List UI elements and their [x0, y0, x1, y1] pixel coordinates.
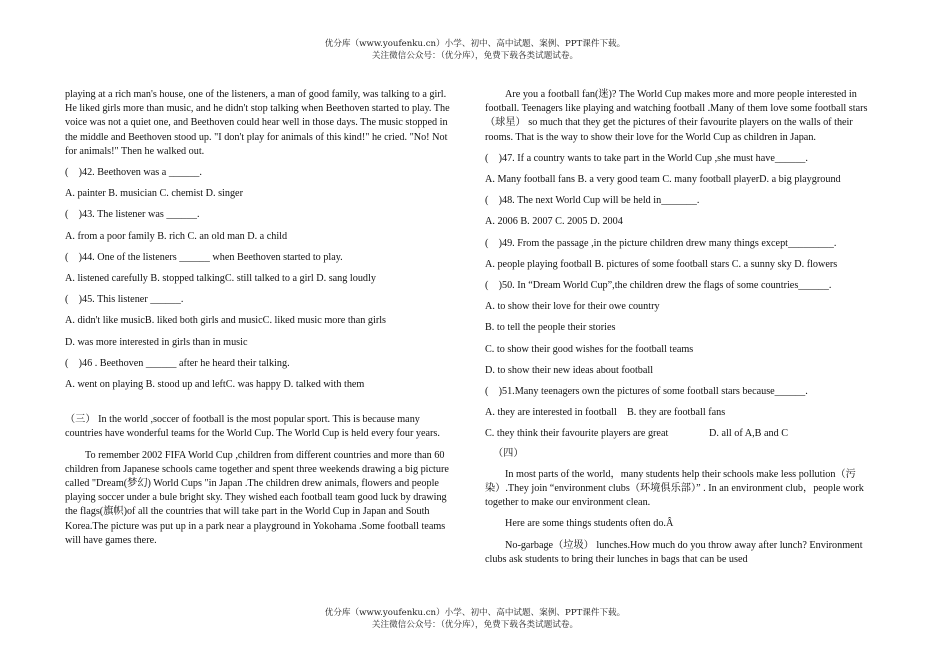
question-48: ( )48. The next World Cup will be held in_______.: [485, 195, 700, 207]
section-4-paragraph-1: In most parts of the world，many students help their schools make less pollution（污染）.They join “environment clubs（环境俱乐部）” . In an environment club，people work together to make our environment clean.: [485, 468, 864, 509]
page-header: [0, 38, 950, 62]
right-column: [485, 88, 880, 567]
question-49: ( )49. From the passage ,in the picture children drew many things except_________.: [485, 237, 837, 249]
page-footer: [0, 607, 950, 631]
question-48-options: A. 2006 B. 2007 C. 2005 D. 2004: [485, 216, 623, 228]
question-50-option-d: D. to show their new ideas about football: [485, 364, 654, 376]
left-column: [65, 88, 459, 548]
question-50-option-b: B. to tell the people their stories: [485, 322, 616, 334]
question-51-options-cd: C. they think their favourite players are great D. all of A,B and C: [485, 428, 789, 440]
question-46: ( )46 . Beethoven ______ after he heard their talking.: [65, 357, 290, 369]
question-47: ( )47. If a country wants to take part in the World Cup ,she must have______.: [485, 152, 808, 164]
header-line-1: 优分库（www.youfenku.cn）小学、初中、高中试题、案例、PPT课件下载。: [324, 39, 626, 49]
section-3-paragraph-1: In the world ,soccer of football is the most popular sport. This is because many countries have wonderful teams for the World Cup. The World Cup is held every four years.: [65, 414, 440, 440]
section-3-paragraph-2: To remember 2002 FIFA World Cup ,children from different countries and more than 60 children from Japanese schools came together and spent three weekends drawing a big picture called "Dream(梦幻) World Cups "in Japan .The children drew animals, flowers and people playing soccer under a bule bright sky. They wished each football team good luck by drawing the flags(旗帜)of all the countries that will take part in the World Cup in Japan and South Korea.The picture was put up in a park near a playground in Yokohama .Some football teams will have games there.: [65, 449, 449, 546]
question-46-options: A. went on playing B. stood up and leftC. was happy D. talked with them: [65, 379, 365, 391]
question-50-option-a: A. to show their love for their owe country: [485, 301, 660, 313]
question-44-options: A. listened carefully B. stopped talkingC. still talked to a girl D. sang loudly: [65, 273, 376, 285]
question-43-options: A. from a poor family B. rich C. an old man D. a child: [65, 230, 288, 242]
question-50: ( )50. In “Dream World Cup”,the children drew the flags of some countries______.: [485, 280, 832, 292]
section-3-label: （三）: [65, 414, 96, 426]
footer-line-1: 优分库（www.youfenku.cn）小学、初中、高中试题、案例、PPT课件下载。: [324, 608, 626, 618]
question-49-options: A. people playing football B. pictures of some football stars C. a sunny sky D. flowers: [485, 258, 838, 270]
question-51: ( )51.Many teenagers own the pictures of some football stars because______.: [485, 386, 808, 398]
question-45-options-2: D. was more interested in girls than in music: [65, 336, 248, 348]
section-4-paragraph-2: Here are some things students often do.Â: [505, 518, 674, 530]
question-47-options: A. Many football fans B. a very good team C. many football playerD. a big playground: [485, 174, 841, 186]
question-51-options-ab: A. they are interested in football B. they are football fans: [485, 407, 726, 419]
passage-ending: playing at a rich man's house, one of the listeners, a man of good family, was talking to a girl. He liked girls more than music, and he didn't stop talking when Beethoven started to play. The voice was not a quiet one, and Beethoven could hear well in those days. The music stopped in the middle and Beethoven stood up. "I don't play for animals of this kind!" he cried. "No! Not for animals!" Then he walked out.: [65, 89, 450, 157]
question-50-option-c: C. to show their good wishes for the football teams: [485, 343, 694, 355]
footer-line-2: 关注微信公众号：（优分库），免费下载各类试题试卷。: [371, 620, 579, 630]
question-45-options-1: A. didn't like musicB. liked both girls and musicC. liked music more than girls: [65, 315, 387, 327]
question-42-options: A. painter B. musician C. chemist D. singer: [65, 188, 243, 200]
question-45: ( )45. This listener ______.: [65, 294, 184, 306]
section-3-intro: [65, 413, 459, 441]
question-42: ( )42. Beethoven was a ______.: [65, 167, 202, 179]
section-4-paragraph-3: No-garbage（垃圾） lunches.How much do you throw away after lunch? Environment clubs ask students to bring their lunches in bags that can be used: [485, 539, 863, 565]
question-44: ( )44. One of the listeners ______ when Beethoven started to play.: [65, 251, 343, 263]
section-4-label: （四）: [493, 447, 524, 459]
header-line-2: 关注微信公众号：（优分库），免费下载各类试题试卷。: [371, 51, 579, 61]
question-43: ( )43. The listener was ______.: [65, 209, 200, 221]
section-3-paragraph-3: Are you a football fan(迷)? The World Cup makes more and more people interested in football. Teenagers like playing and watching football .Many of them love some football stars（球星） so much that they get the pictures of their favourite players on the walls of their rooms. That is the way to show their love for the World Cup as children in Japan.: [485, 89, 868, 143]
